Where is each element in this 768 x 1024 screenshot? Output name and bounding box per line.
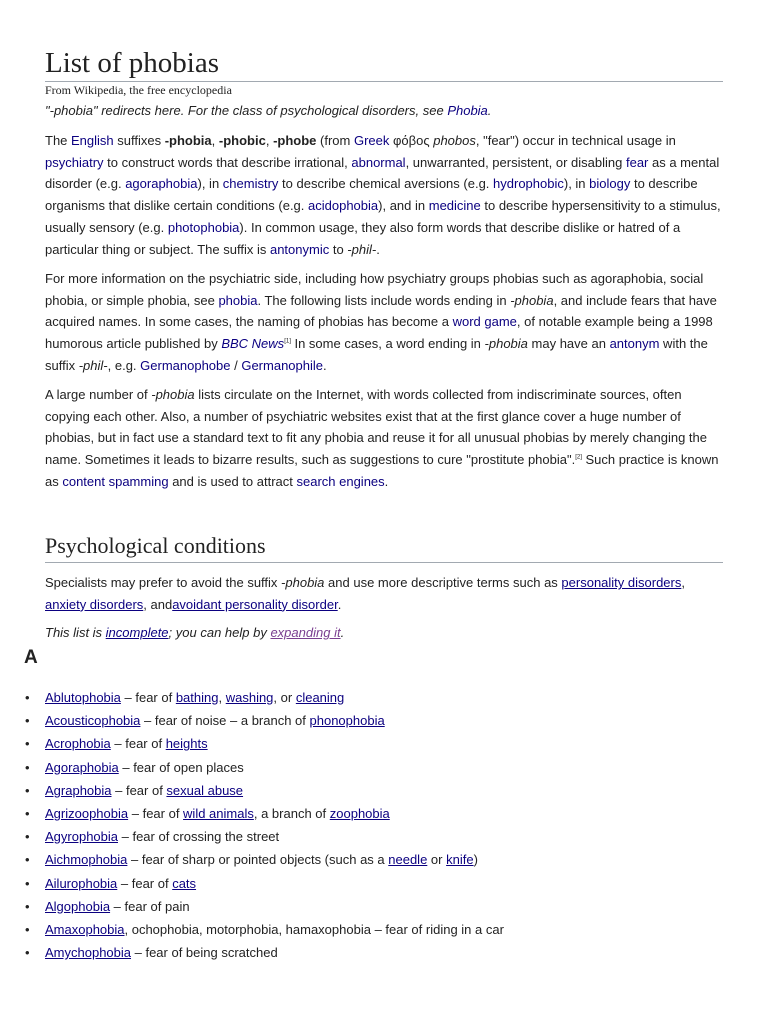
bullet-icon: • [25, 852, 30, 868]
text-run: , and [143, 596, 173, 612]
text-run: , [211, 133, 219, 148]
bullet-icon: • [25, 945, 30, 961]
agoraphobia-link[interactable]: agoraphobia [125, 176, 198, 192]
citation-ref[interactable]: [1] [284, 338, 291, 345]
citation-ref[interactable]: [2] [575, 454, 582, 461]
fear-link[interactable]: fear [625, 154, 649, 170]
hatnote-end: . [487, 103, 492, 118]
english-link[interactable]: English [71, 133, 114, 148]
text-run: , unwarranted, persistent, or disabling [405, 154, 626, 170]
acrophobia-link[interactable]: Acrophobia [45, 736, 111, 752]
incomplete-link[interactable]: incomplete [105, 625, 169, 640]
italic-term: -phil- [78, 357, 108, 373]
text-run: . [384, 473, 389, 489]
zoophobia-link[interactable]: zoophobia [329, 805, 390, 821]
cleaning-link[interactable]: cleaning [295, 690, 345, 705]
phobia-list [25, 688, 504, 966]
antonym-link[interactable]: antonym [609, 336, 660, 352]
text-run: to describe chemical aversions (e.g. [278, 176, 494, 192]
text-run: For more information on the psychiatric side, including how psychiatry groups phobias such as agoraphobia, social phobia, or simple phobia, see [45, 271, 704, 308]
intro-paragraph-2 [45, 268, 723, 377]
text-run: φόβος [389, 133, 434, 148]
site-tagline: From Wikipedia, the free encyclopedia [45, 83, 232, 97]
hatnote-text: "-phobia" redirects here. For the class of psychological disorders, see [45, 103, 448, 118]
greek-link[interactable]: Greek [353, 133, 390, 148]
list-item [25, 781, 504, 804]
text-run: – fear of sharp or pointed objects (such as a [127, 852, 389, 868]
word-game-link[interactable]: word game [452, 314, 517, 330]
germanophile-link[interactable]: Germanophile [241, 357, 323, 373]
text-run: In some cases, a word ending in [290, 336, 485, 352]
text-run: – fear of being scratched [131, 945, 278, 961]
text-run: – fear of [120, 690, 176, 705]
italic-term: -phobia [151, 387, 195, 402]
anxiety-disorders-link[interactable]: anxiety disorders [45, 596, 144, 612]
sexual-abuse-link[interactable]: sexual abuse [166, 782, 244, 798]
bold-term: -phobic [218, 133, 266, 148]
italic-term: phobos [433, 133, 476, 148]
bullet-icon: • [25, 829, 30, 845]
list-item [25, 734, 504, 757]
list-item [25, 850, 504, 873]
ailurophobia-link[interactable]: Ailurophobia [45, 875, 118, 891]
text-run: to [329, 241, 348, 257]
acousticophobia-link[interactable]: Acousticophobia [45, 713, 141, 729]
text-run: or [427, 852, 447, 868]
text-run: ). In common usage, they also form words that describe dislike or hatred of a particular thing or subject. The suffix is [45, 219, 681, 257]
text-run: Such practice is known as [45, 452, 719, 489]
text-run: suffixes [113, 133, 165, 148]
amychophobia-link[interactable]: Amychophobia [45, 945, 131, 961]
italic-term: -phobia [484, 336, 528, 352]
knife-link[interactable]: knife [446, 852, 474, 868]
text-run: , a branch of [253, 805, 330, 821]
text-run: , or [273, 690, 296, 705]
italic-term: -phobia [510, 292, 554, 308]
needle-link[interactable]: needle [388, 852, 428, 868]
text-run: . [337, 596, 342, 612]
text-run: ), in [197, 176, 223, 192]
bullet-icon: • [25, 875, 30, 891]
list-item [25, 688, 504, 711]
germanophobe-link[interactable]: Germanophobe [140, 357, 231, 373]
italic-term: -phil- [347, 241, 377, 257]
list-item [25, 827, 504, 850]
text-run: ), in [563, 176, 590, 192]
bullet-icon: • [25, 690, 30, 705]
agrizoophobia-link[interactable]: Agrizoophobia [45, 805, 129, 821]
amaxophobia-link[interactable]: Amaxophobia [45, 921, 125, 937]
list-item [25, 711, 504, 734]
list-item [25, 897, 504, 920]
text-run: , "fear") occur in technical usage in [475, 133, 676, 148]
incomplete-list-note [45, 625, 344, 640]
bbc-news-link[interactable]: BBC News [221, 336, 285, 352]
list-item [25, 804, 504, 827]
text-run: Specialists may prefer to avoid the suffix [45, 575, 282, 590]
algophobia-link[interactable]: Algophobia [45, 898, 111, 914]
ablutophobia-link[interactable]: Ablutophobia [45, 690, 121, 705]
bold-term: -phobe [273, 133, 317, 148]
text-run: ; you can help by [168, 625, 271, 640]
text-run: , [681, 575, 685, 590]
text-run: and is used to attract [168, 473, 297, 489]
text-run: ) [473, 852, 478, 868]
text-run: A large number of [45, 387, 152, 402]
text-run: – fear of crossing the street [118, 829, 280, 845]
bullet-icon: • [25, 921, 30, 937]
text-run: This list is [45, 625, 106, 640]
bullet-icon: • [25, 805, 30, 821]
hydrophobic-link[interactable]: hydrophobic [493, 176, 564, 192]
text-run: . [340, 625, 345, 640]
expanding-it-link[interactable]: expanding it [270, 625, 341, 640]
text-run: . [323, 357, 327, 373]
biology-link[interactable]: biology [589, 176, 631, 192]
text-run: with the suffix [45, 336, 708, 373]
heights-link[interactable]: heights [165, 736, 208, 752]
agraphobia-link[interactable]: Agraphobia [45, 782, 112, 798]
page-title: List of phobias [45, 46, 723, 82]
text-run: to describe hypersensitivity to a stimulus, usually sensory (e.g. [45, 198, 721, 235]
text-run: as a mental disorder (e.g. [45, 154, 720, 192]
text-run: , [265, 133, 274, 148]
aichmophobia-link[interactable]: Aichmophobia [45, 852, 128, 868]
list-item [25, 874, 504, 897]
bullet-icon: • [25, 782, 30, 798]
bullet-icon: • [25, 898, 30, 914]
italic-term: -phobia [281, 575, 325, 590]
list-item [25, 920, 504, 943]
text-run: , and include fears that have acquired names. In some cases, the naming of phobias has become a [45, 292, 717, 330]
agoraphobia-link[interactable]: Agoraphobia [45, 759, 119, 775]
text-run: – fear of open places [118, 759, 244, 775]
list-item [25, 758, 504, 781]
text-run: – fear of [110, 736, 166, 752]
text-run: – fear of [128, 805, 184, 821]
psychiatry-link[interactable]: psychiatry [45, 154, 104, 170]
text-run: – fear of pain [110, 898, 190, 914]
search-engines-link[interactable]: search engines [296, 473, 385, 489]
chemistry-link[interactable]: chemistry [222, 176, 279, 192]
bullet-icon: • [25, 736, 30, 752]
agyrophobia-link[interactable]: Agyrophobia [45, 829, 118, 845]
letter-heading-a: A [24, 647, 38, 668]
wild-animals-link[interactable]: wild animals [183, 805, 254, 821]
list-item [25, 943, 504, 966]
intro-paragraph-1 [45, 130, 723, 260]
text-run: , of notable example being a 1998 humorous article published by [45, 314, 713, 352]
washing-link[interactable]: washing [225, 690, 274, 705]
content-spamming-link[interactable]: content spamming [62, 473, 169, 489]
text-run: The [45, 133, 72, 148]
text-run: . The following lists include words ending in [257, 292, 511, 308]
text-run: , [218, 690, 226, 705]
text-run: ), and in [378, 198, 429, 214]
acidophobia-link[interactable]: acidophobia [308, 198, 379, 214]
text-run: / [230, 357, 242, 373]
phonophobia-link[interactable]: phonophobia [309, 713, 385, 729]
text-run: . [376, 241, 380, 257]
text-run: may have an [527, 336, 610, 352]
text-run: – fear of [117, 875, 173, 891]
text-run: – fear of [111, 782, 167, 798]
bullet-icon: • [25, 759, 30, 775]
bullet-icon: • [25, 713, 30, 729]
hatnote [45, 103, 491, 118]
antonymic-link[interactable]: antonymic [269, 241, 330, 257]
text-run: and use more descriptive terms such as [324, 575, 562, 590]
text-run: – fear of noise – a branch of [140, 713, 310, 729]
text-run: (from [316, 133, 354, 148]
cats-link[interactable]: cats [172, 875, 197, 891]
text-run: to construct words that describe irrational, [103, 154, 352, 170]
phobia-link[interactable]: phobia [218, 292, 258, 308]
intro-paragraph-3 [45, 384, 723, 493]
text-run: , e.g. [107, 357, 141, 373]
text-run: lists circulate on the Internet, with words collected from indiscriminate sources, often copying each other. Also, a number of psychiatric websites exist that at the first glance cover a huge number of phobias, but in fact use a standard text to fit any phobia and reuse it for all unusual phobias by merely changing the name. Sometimes it leads to bizarre results, such as suggestions to cure "prostitute phobia". [45, 387, 707, 468]
section-heading: Psychological conditions [45, 532, 723, 563]
phobia-link[interactable]: Phobia [447, 103, 488, 118]
personality-disorders-link[interactable]: personality disorders [561, 575, 682, 590]
text-run: to describe organisms that dislike certain conditions (e.g. [45, 176, 698, 214]
avoidant-personality-disorder-link[interactable]: avoidant personality disorder [172, 596, 338, 612]
abnormal-link[interactable]: abnormal [351, 154, 406, 170]
medicine-link[interactable]: medicine [428, 198, 481, 214]
section-paragraph [45, 572, 723, 615]
bold-term: -phobia [164, 133, 212, 148]
text-run: , ochophobia, motorphobia, hamaxophobia – fear of riding in a car [124, 921, 504, 937]
photophobia-link[interactable]: photophobia [167, 219, 240, 235]
bathing-link[interactable]: bathing [175, 690, 219, 705]
